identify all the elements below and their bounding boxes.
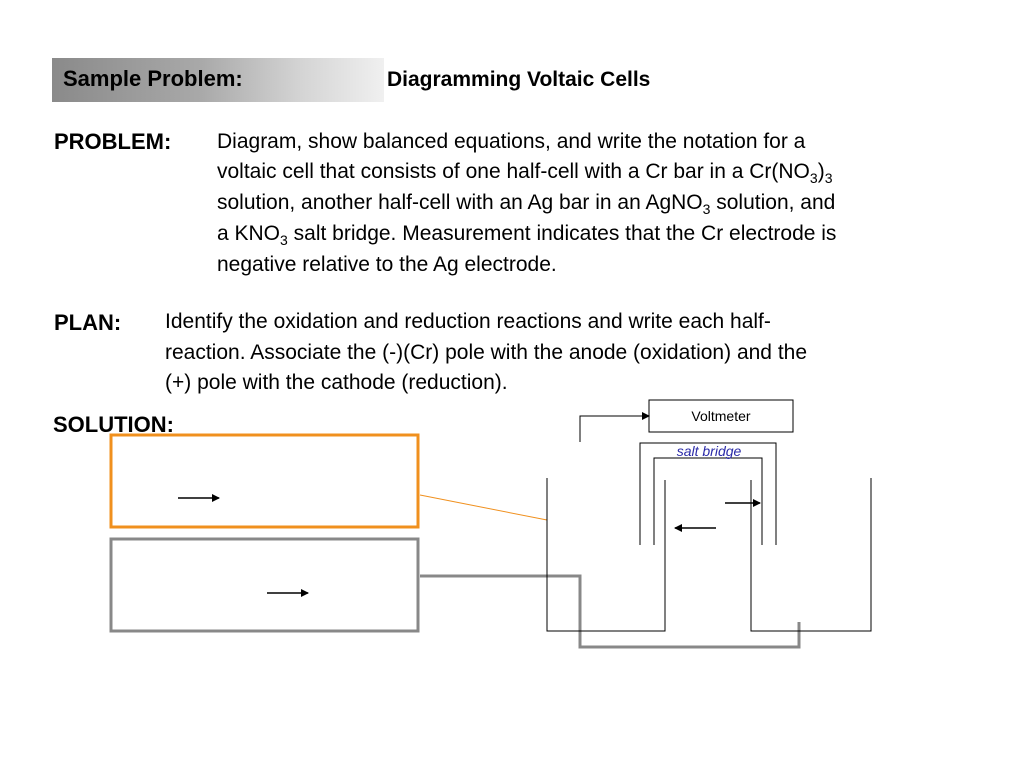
plan-line-3: (+) pole with the cathode (reduction). xyxy=(165,371,508,394)
anode-equation-box xyxy=(111,435,418,527)
cathode-connector-line xyxy=(420,576,799,647)
page-title: Diagramming Voltaic Cells xyxy=(387,68,651,91)
anode-beaker xyxy=(547,478,665,631)
plan-line-1: Identify the oxidation and reduction reactions and write each half- xyxy=(165,310,771,333)
problem-line-2: voltaic cell that consists of one half-cell with a Cr bar in a $Cr(NO_3)_3$ xyxy=(217,160,833,186)
voltmeter-label: Voltmeter xyxy=(691,408,751,424)
anode-connector-line xyxy=(420,495,547,520)
plan-label: PLAN: xyxy=(54,310,122,335)
solution-label: SOLUTION: xyxy=(53,412,174,437)
problem-line-3: solution, another half-cell with an Ag bar in an AgNO$_3$ solution, and xyxy=(217,191,836,217)
header-label: Sample Problem: xyxy=(63,66,243,91)
problem-label: PROBLEM: xyxy=(54,129,172,154)
problem-line-5: negative relative to the Ag electrode. xyxy=(217,253,557,276)
electron-flow-wire xyxy=(580,416,649,442)
problem-line-4: a $KNO_3$ salt bridge. Measurement indicates that the Cr electrode is xyxy=(217,222,837,248)
salt-bridge-label: salt bridge xyxy=(676,443,742,459)
problem-line-1: Diagram, show balanced equations, and write the notation for a xyxy=(217,130,806,153)
cathode-beaker xyxy=(751,478,871,631)
cathode-equation-box xyxy=(111,539,418,631)
salt-bridge-inner xyxy=(654,458,762,545)
plan-line-2: reaction. Associate the (-)(Cr) pole with the anode (oxidation) and the xyxy=(165,341,808,364)
